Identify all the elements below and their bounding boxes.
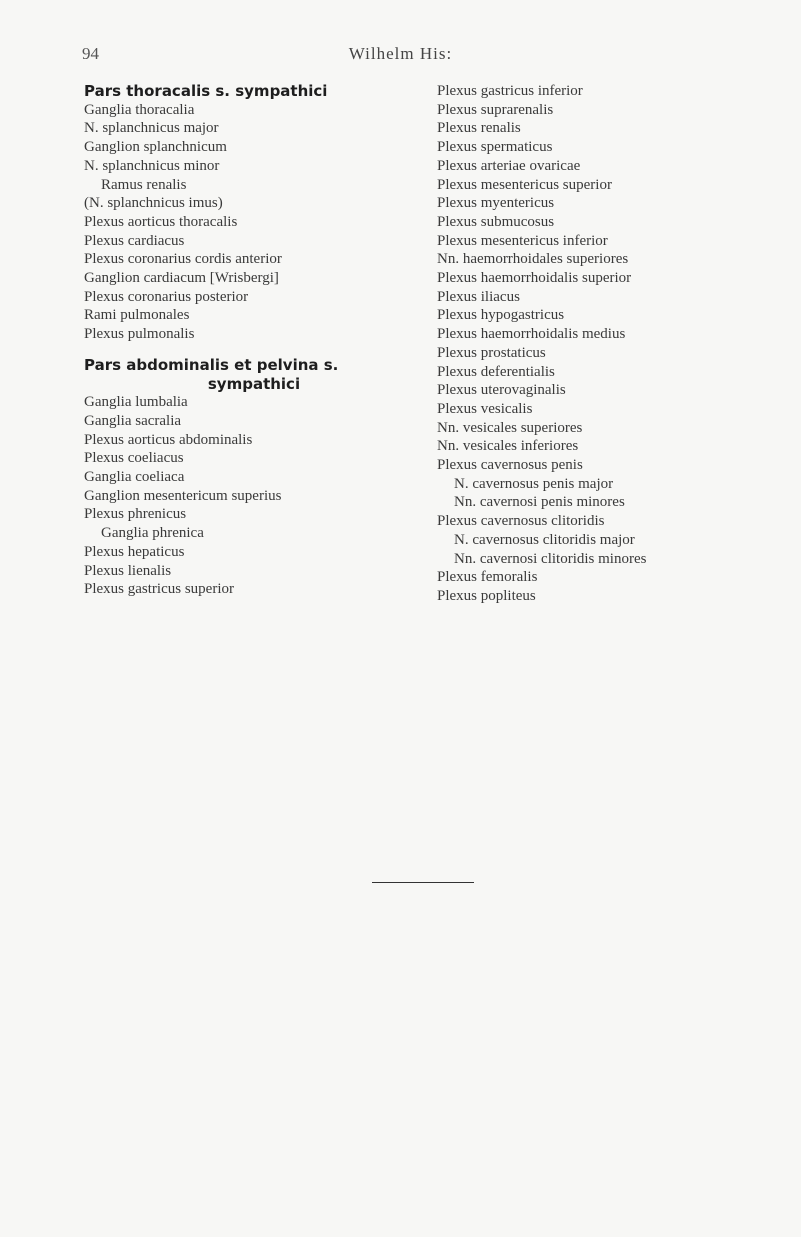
- end-rule: [372, 882, 474, 883]
- list-item: Ganglion mesentericum superius: [84, 487, 282, 504]
- left-column: [84, 82, 434, 599]
- list-item: N. splanchnicus minor: [84, 157, 220, 174]
- list-item: Plexus coeliacus: [84, 450, 184, 467]
- list-item: Plexus renalis: [437, 120, 521, 137]
- list-item: Plexus hypogastricus: [437, 307, 565, 324]
- section-heading-thoracalis: Pars thoracalis s. sympathici: [84, 82, 328, 100]
- list-item: Plexus prostaticus: [437, 344, 546, 361]
- list-item: Plexus coronarius posterior: [84, 288, 249, 305]
- list-item: Plexus spermaticus: [437, 139, 553, 156]
- list-item: Ganglia thoracalia: [84, 101, 195, 118]
- list-item: Plexus coronarius cordis anterior: [84, 251, 282, 268]
- list-item: Plexus popliteus: [437, 587, 536, 604]
- list-item: Ganglion splanchnicum: [84, 139, 227, 156]
- page-number: 94: [82, 44, 99, 63]
- list-item: Plexus uterovaginalis: [437, 382, 566, 399]
- list-item: N. cavernosus penis major: [454, 475, 614, 492]
- term-list-abdominalis: [84, 393, 434, 599]
- list-item: Plexus vesicalis: [437, 400, 533, 417]
- list-item: Ganglion cardiacum [Wrisbergi]: [84, 270, 279, 287]
- list-item: Plexus suprarenalis: [437, 101, 554, 118]
- list-item: Ramus renalis: [101, 176, 187, 193]
- list-item: Nn. vesicales inferiores: [437, 438, 579, 455]
- list-item: Ganglia sacralia: [84, 412, 182, 429]
- list-item: Nn. cavernosi penis minores: [454, 494, 625, 511]
- list-item: Plexus mesentericus superior: [437, 176, 612, 193]
- list-item: Plexus haemorrhoidalis medius: [437, 326, 626, 343]
- list-item: Ganglia lumbalia: [84, 394, 188, 411]
- list-item: Plexus gastricus superior: [84, 581, 234, 598]
- section-heading-abdominalis-cont: sympathici: [207, 374, 301, 393]
- section-heading-abdominalis: Pars abdominalis et pelvina s.: [84, 355, 339, 374]
- list-item: Plexus aorticus abdominalis: [84, 431, 253, 448]
- list-item: Plexus cavernosus clitoridis: [437, 513, 605, 530]
- list-item: Plexus haemorrhoidalis superior: [437, 270, 632, 287]
- term-list-right: [437, 82, 799, 606]
- list-item: Rami pulmonales: [84, 307, 190, 324]
- list-item: Plexus myentericus: [437, 195, 555, 212]
- list-item: Plexus phrenicus: [84, 506, 187, 523]
- list-item: N. splanchnicus major: [84, 120, 219, 137]
- list-item: Plexus hepaticus: [84, 543, 185, 560]
- list-item: Plexus aorticus thoracalis: [84, 213, 238, 230]
- list-item: Plexus gastricus inferior: [437, 83, 583, 99]
- running-head: Wilhelm His:: [348, 44, 453, 63]
- list-item: Plexus deferentialis: [437, 363, 555, 380]
- list-item: Plexus pulmonalis: [84, 326, 195, 343]
- list-item: (N. splanchnicus imus): [84, 195, 223, 212]
- list-item: Plexus mesentericus inferior: [437, 232, 608, 249]
- list-item: N. cavernosus clitoridis major: [454, 531, 635, 548]
- term-list-thoracalis: [84, 101, 434, 344]
- right-column: [437, 82, 799, 606]
- list-item: Plexus iliacus: [437, 288, 520, 305]
- list-item: Ganglia phrenica: [101, 525, 204, 542]
- list-item: Plexus cardiacus: [84, 232, 185, 249]
- list-item: Nn. cavernosi clitoridis minores: [454, 550, 647, 567]
- list-item: Nn. haemorrhoidales superiores: [437, 251, 629, 268]
- list-item: Plexus arteriae ovaricae: [437, 157, 581, 174]
- list-item: Plexus submucosus: [437, 213, 555, 230]
- list-item: Plexus cavernosus penis: [437, 457, 583, 474]
- list-item: Ganglia coeliaca: [84, 469, 185, 486]
- list-item: Plexus femoralis: [437, 569, 538, 586]
- list-item: Plexus lienalis: [84, 562, 172, 579]
- list-item: Nn. vesicales superiores: [437, 419, 583, 436]
